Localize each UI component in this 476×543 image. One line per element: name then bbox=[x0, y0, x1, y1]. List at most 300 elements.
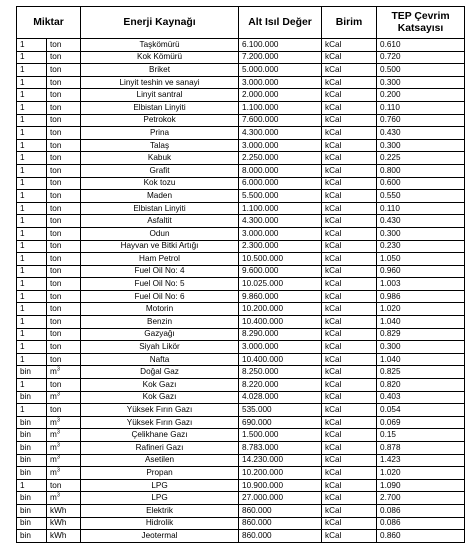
energy-source-cell bbox=[81, 240, 239, 253]
heating-value-cell-text: 860.000 bbox=[242, 530, 272, 540]
unit-cell-text: ton bbox=[50, 52, 62, 62]
table-row bbox=[17, 492, 465, 505]
tep-coefficient-cell bbox=[377, 454, 465, 467]
energy-source-cell-text: LPG bbox=[151, 493, 168, 503]
unit-cell bbox=[47, 504, 81, 517]
unit-cell-text: m bbox=[50, 493, 57, 503]
unit-kcal-cell-text: kCal bbox=[325, 90, 342, 100]
tep-coefficient-cell-text: 0.15 bbox=[380, 430, 396, 440]
qty-cell bbox=[17, 164, 47, 177]
energy-source-cell bbox=[81, 328, 239, 341]
qty-cell-text: bin bbox=[20, 505, 31, 515]
heating-value-cell-text: 27.000.000 bbox=[242, 493, 283, 503]
qty-cell-text: 1 bbox=[20, 115, 25, 125]
heating-value-cell-text: 2.000.000 bbox=[242, 90, 279, 100]
table-row bbox=[17, 454, 465, 467]
tep-coefficient-cell-text: 0.986 bbox=[380, 291, 401, 301]
unit-kcal-cell-text: kCal bbox=[325, 77, 342, 87]
unit-kcal-cell bbox=[322, 353, 377, 366]
unit-cell bbox=[47, 139, 81, 152]
unit-cell-text: ton bbox=[50, 480, 62, 490]
tep-coefficient-cell-text: 0.860 bbox=[380, 530, 401, 540]
tep-coefficient-cell-text: 0.300 bbox=[380, 140, 401, 150]
unit-kcal-cell bbox=[322, 341, 377, 354]
unit-exponent: 3 bbox=[56, 442, 60, 449]
heating-value-cell-text: 7.600.000 bbox=[242, 115, 279, 125]
qty-cell-text: 1 bbox=[20, 304, 25, 314]
unit-kcal-cell-text: kCal bbox=[325, 140, 342, 150]
qty-cell bbox=[17, 530, 47, 543]
qty-cell-text: 1 bbox=[20, 127, 25, 137]
heating-value-cell-text: 14.230.000 bbox=[242, 455, 283, 465]
unit-kcal-cell bbox=[322, 39, 377, 52]
energy-source-cell-text: Propan bbox=[146, 467, 173, 477]
energy-source-cell bbox=[81, 202, 239, 215]
table-row bbox=[17, 240, 465, 253]
unit-kcal-cell bbox=[322, 328, 377, 341]
heating-value-cell bbox=[239, 328, 322, 341]
table-row bbox=[17, 227, 465, 240]
unit-cell-text: ton bbox=[50, 90, 62, 100]
energy-source-cell-text: Kok Kömürü bbox=[136, 52, 183, 62]
heating-value-cell-text: 860.000 bbox=[242, 518, 272, 528]
unit-kcal-cell-text: kCal bbox=[325, 253, 342, 263]
unit-kcal-cell bbox=[322, 303, 377, 316]
tep-coefficient-cell bbox=[377, 391, 465, 404]
table-row bbox=[17, 51, 465, 64]
unit-kcal-cell-text: kCal bbox=[325, 329, 342, 339]
unit-cell-text: kWh bbox=[50, 518, 67, 528]
unit-kcal-cell bbox=[322, 202, 377, 215]
tep-coefficient-cell bbox=[377, 341, 465, 354]
unit-kcal-cell-text: kCal bbox=[325, 39, 342, 49]
qty-cell-text: 1 bbox=[20, 203, 25, 213]
energy-source-cell bbox=[81, 164, 239, 177]
energy-source-cell bbox=[81, 139, 239, 152]
tep-coefficient-cell-text: 1.040 bbox=[380, 316, 401, 326]
unit-cell bbox=[47, 240, 81, 253]
tep-coefficient-cell-text: 0.600 bbox=[380, 178, 401, 188]
energy-source-cell-text: Kok Gazı bbox=[142, 379, 177, 389]
qty-cell-text: bin bbox=[20, 493, 31, 503]
heating-value-cell bbox=[239, 454, 322, 467]
tep-coefficient-cell bbox=[377, 51, 465, 64]
tep-coefficient-cell-text: 0.610 bbox=[380, 39, 401, 49]
qty-cell-text: 1 bbox=[20, 379, 25, 389]
energy-source-cell bbox=[81, 51, 239, 64]
tep-coefficient-cell-text: 0.550 bbox=[380, 190, 401, 200]
qty-cell-text: 1 bbox=[20, 190, 25, 200]
unit-kcal-cell-text: kCal bbox=[325, 417, 342, 427]
heating-value-cell-text: 5.500.000 bbox=[242, 190, 279, 200]
energy-source-cell-text: Kabuk bbox=[147, 153, 172, 163]
qty-cell-text: bin bbox=[20, 467, 31, 477]
energy-source-cell-text: Çelikhane Gazı bbox=[131, 430, 188, 440]
qty-cell bbox=[17, 517, 47, 530]
table-row bbox=[17, 76, 465, 89]
tep-coefficient-cell-text: 0.300 bbox=[380, 228, 401, 238]
unit-cell bbox=[47, 51, 81, 64]
qty-cell bbox=[17, 227, 47, 240]
unit-kcal-cell-text: kCal bbox=[325, 304, 342, 314]
heating-value-cell-text: 10.400.000 bbox=[242, 354, 283, 364]
energy-source-cell-text: Briket bbox=[149, 64, 170, 74]
unit-cell bbox=[47, 290, 81, 303]
heating-value-cell-text: 690.000 bbox=[242, 417, 272, 427]
table-row bbox=[17, 177, 465, 190]
unit-kcal-cell-text: kCal bbox=[325, 291, 342, 301]
qty-cell bbox=[17, 51, 47, 64]
heating-value-cell bbox=[239, 391, 322, 404]
tep-coefficient-cell bbox=[377, 492, 465, 505]
energy-source-cell bbox=[81, 152, 239, 165]
qty-cell bbox=[17, 152, 47, 165]
heating-value-cell-text: 5.000.000 bbox=[242, 64, 279, 74]
tep-coefficient-cell-text: 0.403 bbox=[380, 392, 401, 402]
energy-source-cell bbox=[81, 265, 239, 278]
unit-kcal-cell bbox=[322, 391, 377, 404]
energy-source-cell bbox=[81, 316, 239, 329]
heating-value-cell bbox=[239, 51, 322, 64]
unit-kcal-cell-text: kCal bbox=[325, 379, 342, 389]
tep-coefficient-cell-text: 1.050 bbox=[380, 253, 401, 263]
table-row bbox=[17, 303, 465, 316]
qty-cell bbox=[17, 139, 47, 152]
qty-cell-text: 1 bbox=[20, 90, 25, 100]
heating-value-cell bbox=[239, 215, 322, 228]
tep-coefficient-cell bbox=[377, 467, 465, 480]
energy-source-cell-text: Elbistan Linyiti bbox=[133, 203, 186, 213]
heating-value-cell bbox=[239, 467, 322, 480]
energy-source-cell-text: Yüksek Fırın Gazı bbox=[126, 405, 193, 415]
unit-exponent: 3 bbox=[56, 467, 60, 474]
qty-cell bbox=[17, 114, 47, 127]
tep-coefficient-cell bbox=[377, 139, 465, 152]
unit-cell-text: ton bbox=[50, 241, 62, 251]
heating-value-cell bbox=[239, 316, 322, 329]
unit-exponent: 3 bbox=[56, 429, 60, 436]
unit-kcal-cell-text: kCal bbox=[325, 518, 342, 528]
energy-source-cell-text: Elbistan Linyiti bbox=[133, 102, 186, 112]
unit-kcal-cell-text: kCal bbox=[325, 165, 342, 175]
unit-cell bbox=[47, 278, 81, 291]
qty-cell-text: bin bbox=[20, 455, 31, 465]
unit-kcal-cell bbox=[322, 416, 377, 429]
tep-coefficient-cell-text: 0.500 bbox=[380, 64, 401, 74]
qty-cell bbox=[17, 504, 47, 517]
unit-kcal-cell-text: kCal bbox=[325, 342, 342, 352]
unit-kcal-cell bbox=[322, 366, 377, 379]
tep-coefficient-cell-text: 0.430 bbox=[380, 127, 401, 137]
tep-coefficient-cell-text: 0.054 bbox=[380, 405, 401, 415]
qty-cell bbox=[17, 416, 47, 429]
heating-value-cell bbox=[239, 492, 322, 505]
table-row bbox=[17, 379, 465, 392]
energy-source-cell-text: Talaş bbox=[149, 140, 170, 150]
table-row bbox=[17, 353, 465, 366]
tep-coefficient-cell-text: 0.110 bbox=[380, 203, 400, 213]
unit-cell bbox=[47, 492, 81, 505]
unit-cell-text: m bbox=[50, 442, 57, 452]
qty-cell-text: 1 bbox=[20, 279, 25, 289]
tep-coefficient-cell bbox=[377, 265, 465, 278]
unit-kcal-cell-text: kCal bbox=[325, 241, 342, 251]
tep-coefficient-cell bbox=[377, 353, 465, 366]
tep-coefficient-cell bbox=[377, 152, 465, 165]
energy-source-cell bbox=[81, 517, 239, 530]
tep-coefficient-cell bbox=[377, 530, 465, 543]
table-row bbox=[17, 64, 465, 77]
energy-source-cell-text: Gazyağı bbox=[144, 329, 175, 339]
energy-source-cell bbox=[81, 353, 239, 366]
heating-value-cell bbox=[239, 442, 322, 455]
unit-cell bbox=[47, 416, 81, 429]
unit-cell bbox=[47, 190, 81, 203]
unit-kcal-cell-text: kCal bbox=[325, 405, 342, 415]
energy-conversion-table bbox=[16, 6, 465, 543]
heating-value-cell bbox=[239, 479, 322, 492]
energy-source-cell-text: Doğal Gaz bbox=[140, 367, 179, 377]
qty-cell-text: bin bbox=[20, 392, 31, 402]
unit-kcal-cell-text: kCal bbox=[325, 442, 342, 452]
tep-coefficient-cell-text: 0.086 bbox=[380, 518, 401, 528]
energy-source-cell-text: Asetilen bbox=[144, 455, 175, 465]
heating-value-cell bbox=[239, 152, 322, 165]
energy-source-cell bbox=[81, 127, 239, 140]
tep-coefficient-cell-text: 0.086 bbox=[380, 505, 401, 515]
heating-value-cell-text: 2.250.000 bbox=[242, 153, 279, 163]
header-unit: Birim bbox=[322, 7, 377, 39]
table-row bbox=[17, 429, 465, 442]
unit-kcal-cell-text: kCal bbox=[325, 266, 342, 276]
unit-cell-text: m bbox=[50, 367, 57, 377]
unit-kcal-cell bbox=[322, 530, 377, 543]
unit-cell-text: ton bbox=[50, 405, 62, 415]
tep-coefficient-cell bbox=[377, 504, 465, 517]
unit-kcal-cell-text: kCal bbox=[325, 102, 342, 112]
energy-source-cell-text: Linyit teshin ve sanayi bbox=[119, 77, 200, 87]
qty-cell bbox=[17, 253, 47, 266]
tep-coefficient-cell-text: 0.069 bbox=[380, 417, 401, 427]
tep-coefficient-cell bbox=[377, 39, 465, 52]
qty-cell bbox=[17, 366, 47, 379]
heating-value-cell-text: 1.100.000 bbox=[242, 203, 279, 213]
qty-cell bbox=[17, 316, 47, 329]
energy-source-cell bbox=[81, 504, 239, 517]
unit-kcal-cell bbox=[322, 404, 377, 417]
unit-kcal-cell bbox=[322, 76, 377, 89]
table-row bbox=[17, 39, 465, 52]
heating-value-cell-text: 4.300.000 bbox=[242, 127, 279, 137]
unit-cell bbox=[47, 467, 81, 480]
heating-value-cell bbox=[239, 429, 322, 442]
table-row bbox=[17, 190, 465, 203]
unit-cell-text: ton bbox=[50, 228, 62, 238]
heating-value-cell bbox=[239, 240, 322, 253]
unit-cell-text: ton bbox=[50, 153, 62, 163]
energy-source-cell bbox=[81, 479, 239, 492]
tep-coefficient-cell bbox=[377, 215, 465, 228]
unit-cell bbox=[47, 341, 81, 354]
unit-kcal-cell bbox=[322, 290, 377, 303]
unit-kcal-cell bbox=[322, 139, 377, 152]
table-row bbox=[17, 366, 465, 379]
energy-source-cell bbox=[81, 253, 239, 266]
tep-coefficient-cell-text: 1.003 bbox=[380, 279, 401, 289]
heating-value-cell bbox=[239, 64, 322, 77]
unit-cell bbox=[47, 353, 81, 366]
unit-cell-text: ton bbox=[50, 102, 62, 112]
unit-kcal-cell bbox=[322, 479, 377, 492]
unit-cell-text: m bbox=[50, 417, 57, 427]
qty-cell-text: 1 bbox=[20, 153, 25, 163]
unit-cell-text: ton bbox=[50, 304, 62, 314]
tep-coefficient-cell-text: 0.300 bbox=[380, 77, 401, 87]
energy-source-cell-text: Rafineri Gazı bbox=[135, 442, 184, 452]
table-row bbox=[17, 517, 465, 530]
unit-kcal-cell bbox=[322, 429, 377, 442]
unit-kcal-cell-text: kCal bbox=[325, 467, 342, 477]
qty-cell bbox=[17, 391, 47, 404]
energy-source-cell-text: Ham Petrol bbox=[139, 253, 180, 263]
qty-cell bbox=[17, 101, 47, 114]
energy-source-cell-text: Benzin bbox=[146, 316, 173, 326]
qty-cell bbox=[17, 341, 47, 354]
table-row bbox=[17, 89, 465, 102]
unit-exponent: 3 bbox=[56, 366, 60, 373]
heating-value-cell bbox=[239, 530, 322, 543]
heating-value-cell-text: 9.860.000 bbox=[242, 291, 279, 301]
unit-cell-text: ton bbox=[50, 279, 62, 289]
unit-kcal-cell-text: kCal bbox=[325, 127, 342, 137]
unit-cell-text: ton bbox=[50, 203, 62, 213]
energy-source-cell-text: Kok Gazı bbox=[142, 392, 177, 402]
energy-source-cell-text: Motorin bbox=[145, 304, 174, 314]
qty-cell-text: bin bbox=[20, 417, 31, 427]
qty-cell-text: 1 bbox=[20, 480, 25, 490]
unit-cell-text: ton bbox=[50, 115, 62, 125]
unit-cell-text: m bbox=[50, 430, 57, 440]
energy-source-cell-text: Hidrolik bbox=[145, 518, 174, 528]
unit-cell-text: kWh bbox=[50, 505, 67, 515]
heating-value-cell-text: 2.300.000 bbox=[242, 241, 279, 251]
unit-kcal-cell bbox=[322, 240, 377, 253]
tep-coefficient-cell bbox=[377, 202, 465, 215]
heating-value-cell bbox=[239, 353, 322, 366]
heating-value-cell-text: 7.200.000 bbox=[242, 52, 279, 62]
heating-value-cell-text: 4.028.000 bbox=[242, 392, 279, 402]
tep-coefficient-cell bbox=[377, 328, 465, 341]
heating-value-cell bbox=[239, 127, 322, 140]
tep-coefficient-cell bbox=[377, 429, 465, 442]
unit-kcal-cell bbox=[322, 101, 377, 114]
table-row bbox=[17, 479, 465, 492]
tep-coefficient-cell-text: 0.825 bbox=[380, 367, 401, 377]
energy-source-cell-text: Fuel Oil No: 4 bbox=[134, 266, 185, 276]
energy-source-cell bbox=[81, 341, 239, 354]
unit-cell-text: ton bbox=[50, 190, 62, 200]
qty-cell bbox=[17, 353, 47, 366]
unit-cell bbox=[47, 454, 81, 467]
tep-coefficient-cell bbox=[377, 366, 465, 379]
qty-cell bbox=[17, 454, 47, 467]
unit-cell bbox=[47, 89, 81, 102]
unit-kcal-cell bbox=[322, 215, 377, 228]
qty-cell-text: 1 bbox=[20, 102, 25, 112]
qty-cell bbox=[17, 404, 47, 417]
unit-kcal-cell bbox=[322, 164, 377, 177]
unit-kcal-cell-text: kCal bbox=[325, 115, 342, 125]
unit-cell bbox=[47, 429, 81, 442]
unit-kcal-cell bbox=[322, 177, 377, 190]
unit-cell-text: ton bbox=[50, 165, 62, 175]
heating-value-cell bbox=[239, 202, 322, 215]
unit-cell bbox=[47, 303, 81, 316]
unit-cell bbox=[47, 152, 81, 165]
tep-coefficient-cell-text: 2.700 bbox=[380, 493, 401, 503]
qty-cell-text: 1 bbox=[20, 178, 25, 188]
heating-value-cell bbox=[239, 76, 322, 89]
unit-cell-text: ton bbox=[50, 379, 62, 389]
tep-coefficient-cell bbox=[377, 290, 465, 303]
qty-cell bbox=[17, 379, 47, 392]
energy-source-cell-text: Asfaltit bbox=[147, 216, 172, 226]
unit-exponent: 3 bbox=[56, 416, 60, 423]
heating-value-cell-text: 9.600.000 bbox=[242, 266, 279, 276]
tep-coefficient-cell-text: 1.090 bbox=[380, 480, 401, 490]
heating-value-cell bbox=[239, 101, 322, 114]
unit-cell bbox=[47, 76, 81, 89]
unit-exponent: 3 bbox=[56, 454, 60, 461]
header-lower-heating-value: Alt Isıl Değer bbox=[239, 7, 322, 39]
energy-source-cell-text: Grafit bbox=[149, 165, 170, 175]
heating-value-cell bbox=[239, 504, 322, 517]
qty-cell-text: bin bbox=[20, 430, 31, 440]
heating-value-cell-text: 8.000.000 bbox=[242, 165, 279, 175]
energy-source-cell bbox=[81, 416, 239, 429]
unit-cell bbox=[47, 328, 81, 341]
unit-cell bbox=[47, 479, 81, 492]
qty-cell-text: bin bbox=[20, 442, 31, 452]
unit-kcal-cell bbox=[322, 114, 377, 127]
table-row bbox=[17, 328, 465, 341]
tep-coefficient-cell-text: 0.225 bbox=[380, 153, 401, 163]
energy-source-cell bbox=[81, 404, 239, 417]
tep-coefficient-cell-text: 0.300 bbox=[380, 342, 401, 352]
unit-cell-text: ton bbox=[50, 329, 62, 339]
energy-source-cell bbox=[81, 530, 239, 543]
qty-cell-text: 1 bbox=[20, 266, 25, 276]
qty-cell-text: 1 bbox=[20, 316, 25, 326]
heating-value-cell-text: 4.300.000 bbox=[242, 216, 279, 226]
tep-coefficient-cell-text: 1.423 bbox=[380, 455, 401, 465]
heating-value-cell-text: 1.100.000 bbox=[242, 102, 279, 112]
unit-cell-text: ton bbox=[50, 178, 62, 188]
qty-cell bbox=[17, 177, 47, 190]
qty-cell bbox=[17, 64, 47, 77]
heating-value-cell bbox=[239, 341, 322, 354]
energy-source-cell-text: Jeotermal bbox=[141, 530, 178, 540]
heating-value-cell bbox=[239, 265, 322, 278]
tep-coefficient-cell bbox=[377, 177, 465, 190]
qty-cell bbox=[17, 467, 47, 480]
table-body bbox=[17, 39, 465, 543]
energy-source-cell-text: Prina bbox=[149, 127, 170, 137]
heating-value-cell-text: 3.000.000 bbox=[242, 140, 279, 150]
heating-value-cell bbox=[239, 177, 322, 190]
energy-source-cell bbox=[81, 278, 239, 291]
unit-cell bbox=[47, 316, 81, 329]
